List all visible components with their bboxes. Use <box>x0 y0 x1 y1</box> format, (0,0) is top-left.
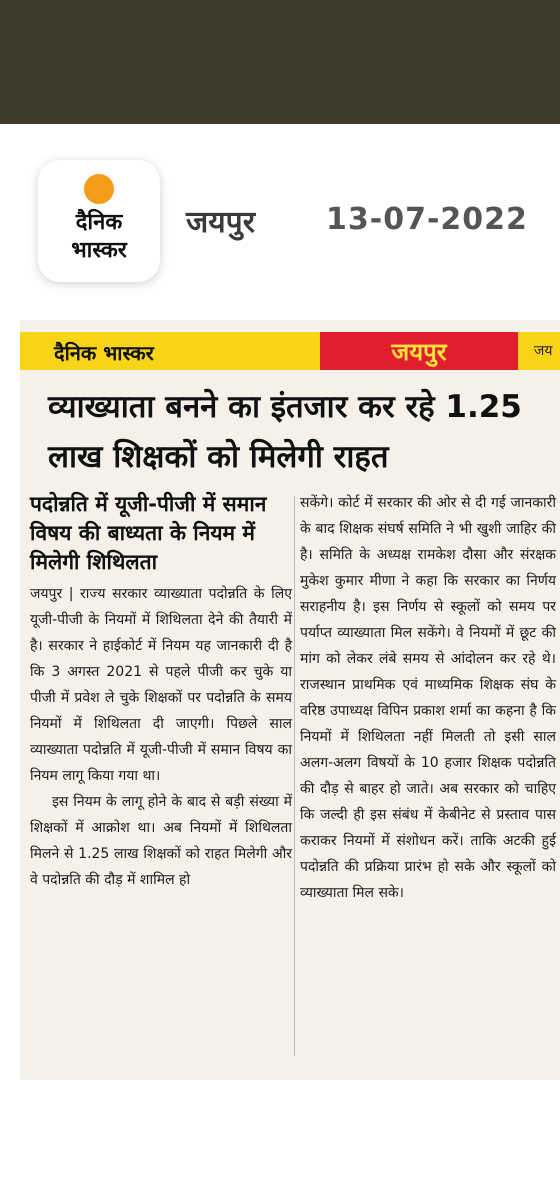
masthead-next: जय <box>534 343 553 359</box>
top-status-bar <box>0 0 560 124</box>
article-paragraph: सकेंगे। कोर्ट में सरकार की ओर से दी गई जानकारी के बाद शिक्षक संघर्ष समिति ने भी खुशी जाहिर की है। समिति के अध्यक्ष रामकेश दौसा और संरक्षक मुकेश कुमार मीणा ने कहा कि सरकार का निर्णय सराहनीय है। इस निर्णय से स्कूलों को समय पर पर्याप्त व्याख्याता मिल सकेंगे। वे नियमों में छूट की मांग को लेकर लंबे समय से आंदोलन कर रहे थे। राजस्थान प्राथमिक एवं माध्यमिक शिक्षक संघ के वरिष्ठ उपाध्यक्ष विपिन प्रकाश शर्मा का कहना है कि नियमों में शिथिलता नहीं मिलती तो इसी साल अलग-अलग विषयों के 10 हजार शिक्षक पदोन्नति की दौड़ से बाहर हो जाते। अब सरकार को चाहिए कि जल्दी ही इस संबंध में केबीनेट से प्रस्ताव पास कराकर नियमों में संशोधन करें। ताकि अटकी हुई पदोन्नति की प्रक्रिया प्रारंभ हो सके और स्कूलों को व्याख्याता मिल सके। <box>300 495 556 901</box>
masthead-city: जयपुर <box>391 338 447 366</box>
masthead-brand-strip <box>20 332 320 370</box>
article-headline: व्याख्याता बनने का इंतजार कर रहे 1.25 लाख शिक्षकों को मिलेगी राहत <box>48 389 522 475</box>
masthead-brand: दैनिक भास्कर <box>54 341 154 365</box>
article-paragraph: इस नियम के लागू होने के बाद से बड़ी संख्या में शिक्षकों में आक्रोश था। अब नियमों में शिथिलता मिलने से 1.25 लाख शिक्षकों को राहत मिलेगी और वे पदोन्नति की दौड़ में शामिल हो <box>30 794 292 888</box>
edition-city: जयपुर <box>186 205 255 240</box>
bottom-area <box>0 1080 560 1200</box>
article-paragraph: जयपुर | राज्य सरकार व्याख्याता पदोन्नति के लिए यूजी-पीजी के नियमों में शिथिलता देने की तैयारी में है। सरकार ने हाईकोर्ट में नियम यह जानकारी दी है कि 3 अगस्त 2021 से पहले पीजी कर चुके या पीजी में प्रवेश ले चुके शिक्षकों पर पदोन्नति के समय नियमों में शिथिलता दी जाएगी। पिछले साल व्याख्याता पदोन्नति में यूजी-पीजी में समान विषय का नियम लागू किया गया था। <box>30 586 292 784</box>
article-subheading: पदोन्नति में यूजी-पीजी में समान विषय की बाध्यता के नियम में मिलेगी शिथिलता <box>30 492 267 574</box>
logo-line1: दैनिक <box>75 210 123 235</box>
logo-line2: भास्कर <box>71 238 127 263</box>
article-right-column <box>300 490 556 906</box>
newspaper-clipping <box>20 320 560 1080</box>
edition-date: 13-07-2022 <box>326 202 528 237</box>
masthead-next-strip <box>518 332 560 370</box>
dainik-bhaskar-logo[interactable] <box>38 160 160 282</box>
sun-icon <box>84 174 114 204</box>
masthead-city-strip <box>320 332 518 370</box>
column-divider <box>294 496 295 1056</box>
article-left-column <box>30 490 292 893</box>
